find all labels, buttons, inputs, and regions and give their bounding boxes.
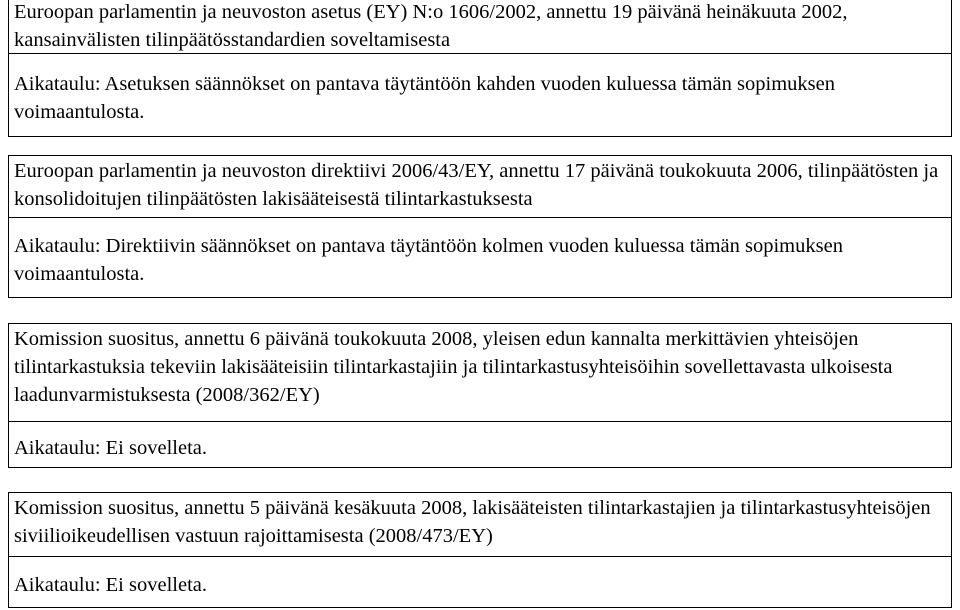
- entry-schedule: Aikataulu: Asetuksen säännökset on pantava täytäntöön kahden vuoden kuluessa tämän sopimuksen voimaantulosta.: [14, 73, 835, 123]
- legislation-entry: [8, 155, 952, 298]
- legislation-entry: [8, 323, 952, 468]
- entry-title: Euroopan parlamentin ja neuvoston asetus (EY) N:o 1606/2002, annettu 19 päivänä heinäkuuta 2002, kansainvälisten tilinpäätösstandardien soveltamisesta: [9, 0, 951, 54]
- legislation-entry: [8, 492, 952, 608]
- entry-schedule: Aikataulu: Ei sovelleta.: [14, 574, 207, 596]
- entry-title: Komission suositus, annettu 5 päivänä kesäkuuta 2008, lakisääteisten tilintarkastajien ja tilintarkastusyhteisöjen siviilioikeudellisen vastuun rajoittamisesta (2008/473/EY): [9, 493, 951, 557]
- entry-schedule: Aikataulu: Direktiivin säännökset on pantava täytäntöön kolmen vuoden kuluessa tämän sopimuksen voimaantulosta.: [14, 235, 843, 285]
- entry-title: Euroopan parlamentin ja neuvoston direktiivi 2006/43/EY, annettu 17 päivänä toukokuuta 2006, tilinpäätösten ja konsolidoitujen tilinpäätösten lakisääteisestä tilintarkastuksesta: [9, 156, 951, 218]
- entry-schedule: Aikataulu: Ei sovelleta.: [14, 437, 207, 459]
- entry-title: Komission suositus, annettu 6 päivänä toukokuuta 2008, yleisen edun kannalta merkittävien yhteisöjen tilintarkastuksia tekeviin lakisääteisiin tilintarkastajiin ja tilintarkastusyhteisöihin sovellettavasta ulkoisesta laadunvarmistuksesta (2008/362/EY): [9, 324, 951, 422]
- legislation-entry: [8, 0, 952, 137]
